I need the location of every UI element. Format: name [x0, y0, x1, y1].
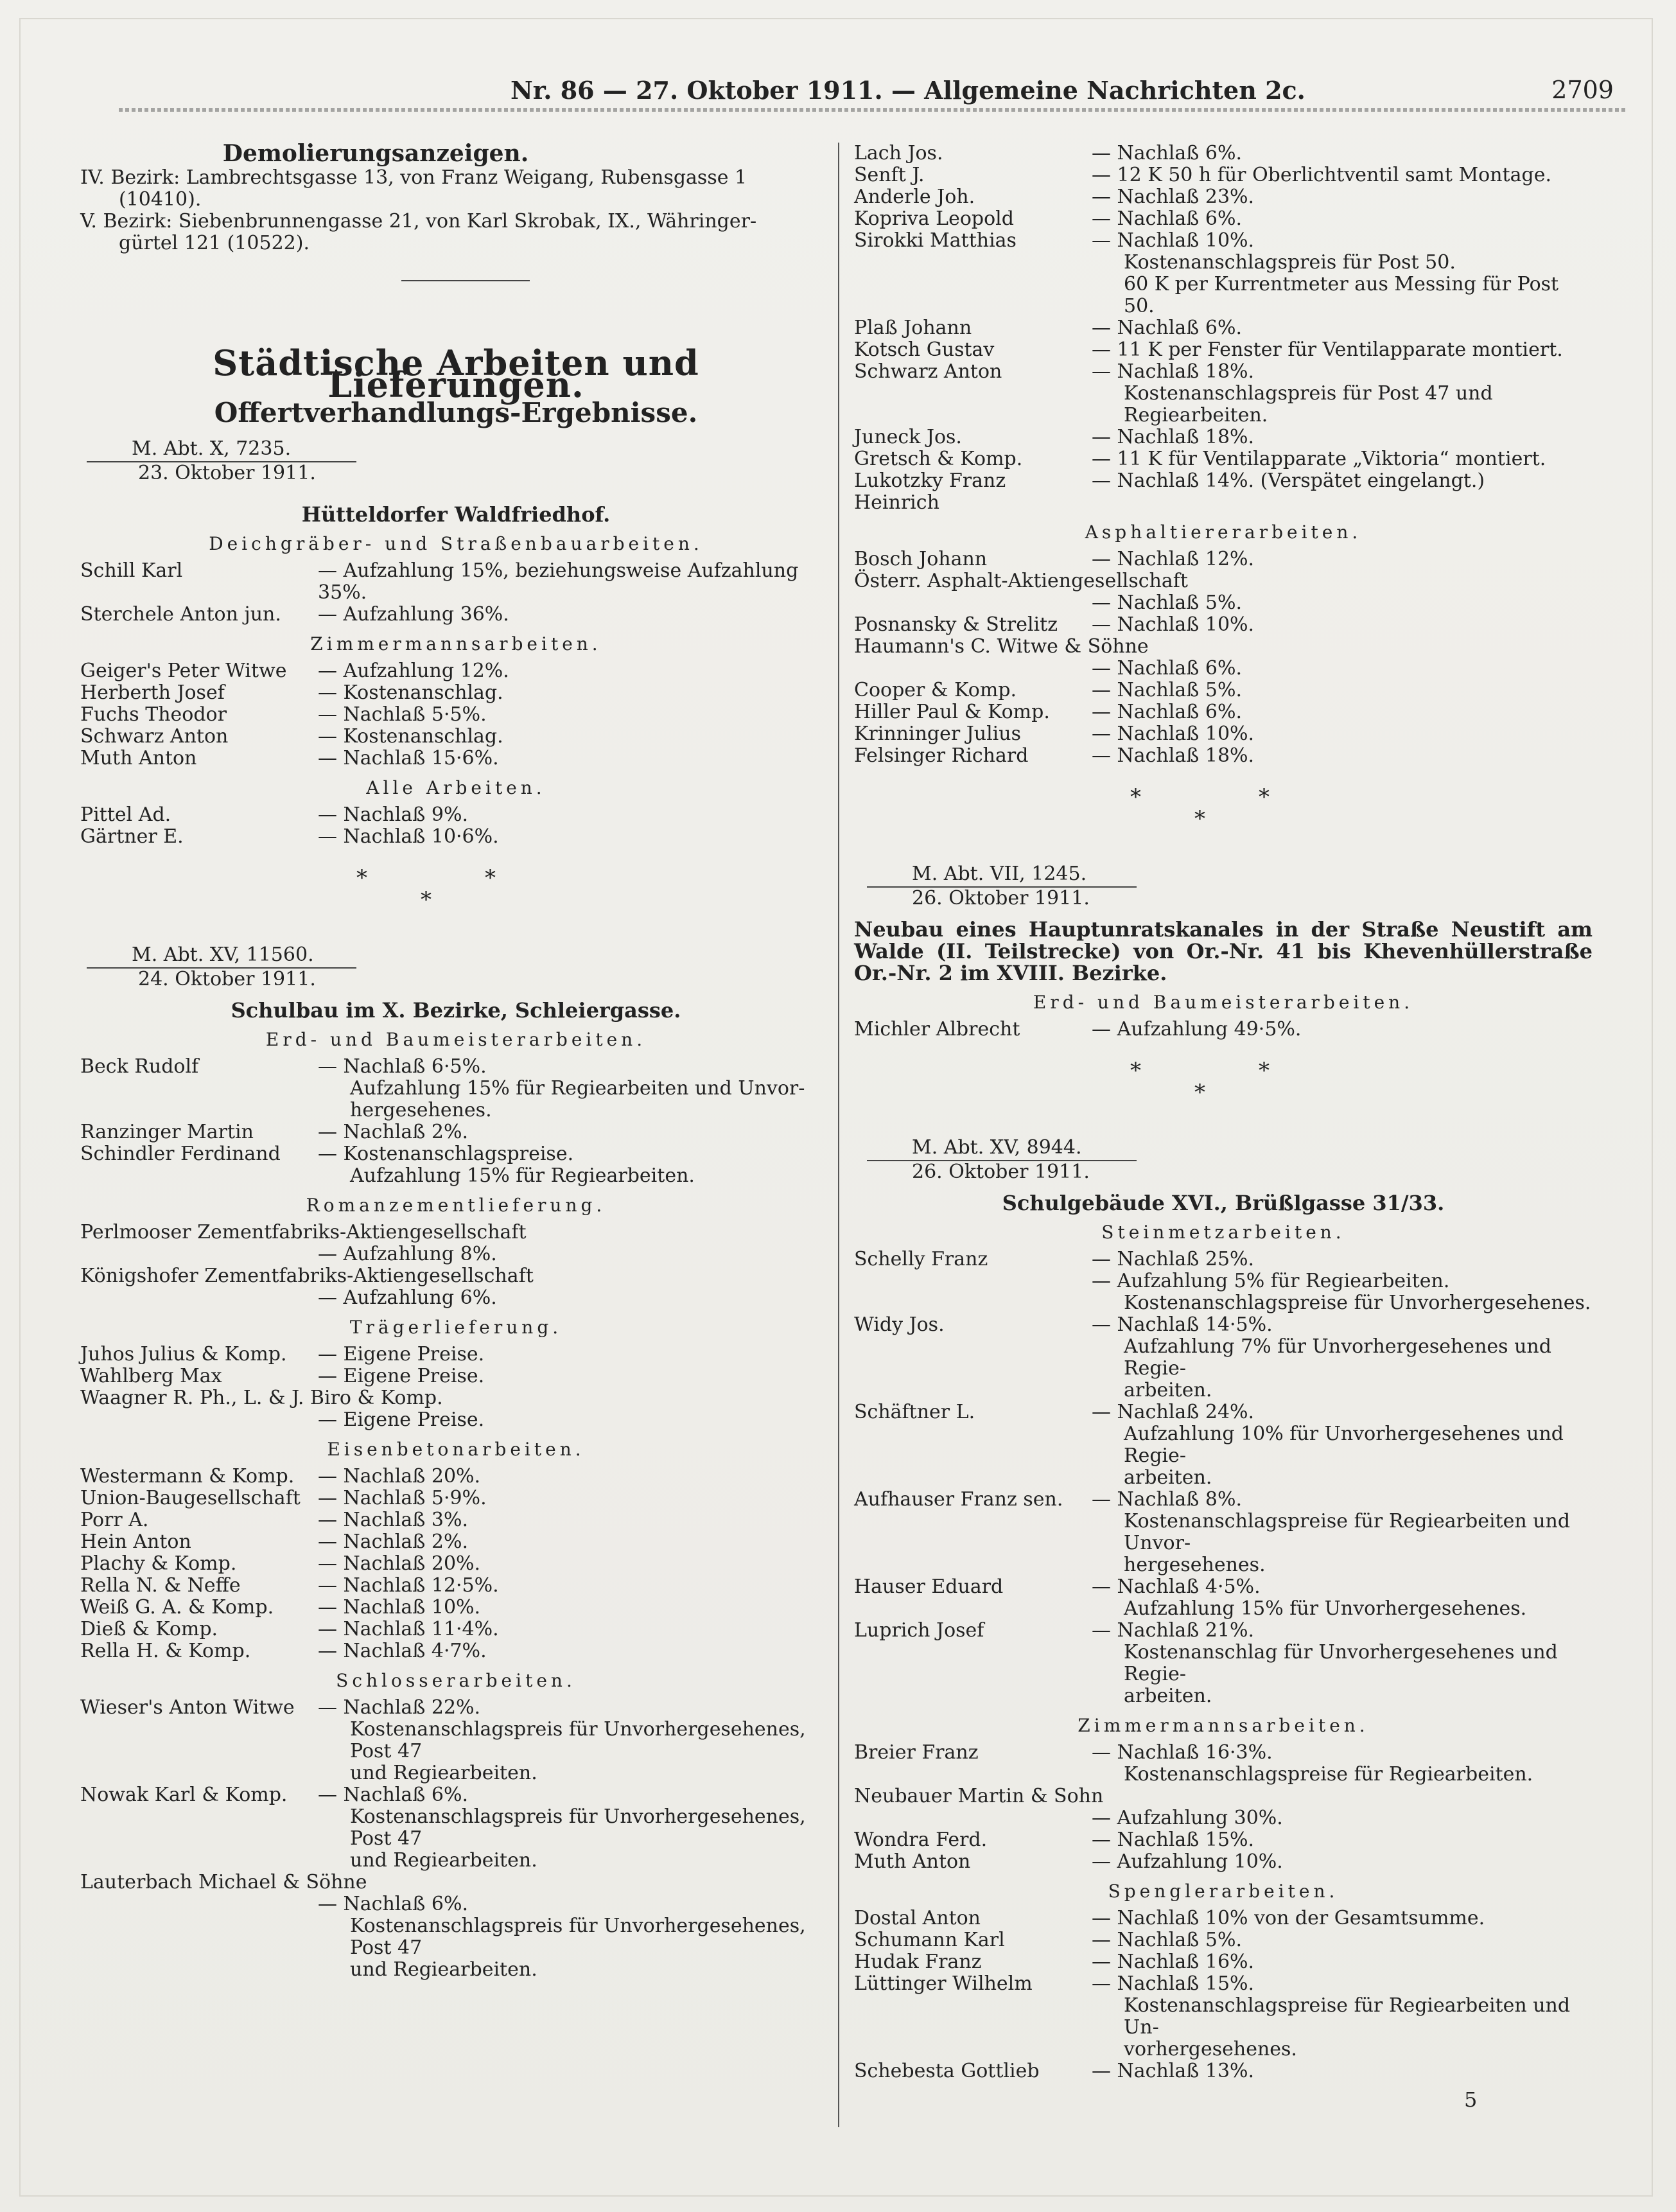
bidder-name: Gärtner E.: [80, 825, 184, 848]
bid-result: — Nachlaß 12%.: [1092, 548, 1255, 570]
bid-result: — Nachlaß 6%.: [1092, 317, 1242, 339]
date: 24. Oktober 1911.: [138, 968, 316, 990]
list-item: [80, 1597, 832, 1619]
bid-note: und Regiearbeiten.: [350, 1762, 537, 1784]
bid-note: Aufzahlung 15% für Regiearbeiten.: [350, 1164, 695, 1187]
section-separator-asterisks: * * *: [1130, 1058, 1270, 1105]
bidder-name: Schebesta Gottlieb: [854, 2060, 1040, 2082]
bidder-name: Muth Anton: [854, 1850, 971, 1873]
reference-number: M. Abt. VII, 1245.: [912, 863, 1087, 885]
list-item: [854, 2060, 1593, 2082]
bid-result: — Nachlaß 6%.: [318, 1893, 468, 1915]
trade-heading: Schlosserarbeiten.: [336, 1670, 576, 1691]
right-column: [854, 143, 1593, 2082]
list-item: [854, 1314, 1593, 1336]
bid-result: — Aufzahlung 12%.: [318, 660, 509, 682]
project-title: Neubau eines Hauptunratskanales in der Straße Neustift am Walde (II. Teilstrecke) von Or.-Nr. 41 bis Khevenhüllerstraße Or.-Nr. 2 im XVIII. Bezirke.: [854, 917, 1593, 985]
trade-heading: Steinmetzarbeiten.: [1101, 1222, 1345, 1243]
bid-result: — Kostenanschlag.: [318, 725, 503, 748]
bidder-name: Beck Rudolf: [80, 1055, 199, 1078]
list-item: [80, 1619, 832, 1640]
list-item: [80, 1121, 832, 1143]
list-item: [80, 1344, 832, 1365]
list-item: [854, 426, 1593, 448]
bidder-name: Luprich Josef: [854, 1619, 984, 1642]
section-separator-asterisks: * * *: [356, 865, 496, 913]
list-item: [80, 660, 832, 682]
bid-note: Kostenanschlagspreis für Unvorhergesehenes, Post 47: [350, 1915, 806, 1959]
list-item: [80, 1143, 832, 1165]
list-item: [854, 1576, 1593, 1598]
bid-result: — Nachlaß 10%.: [318, 1596, 481, 1619]
bid-result: — Nachlaß 18%.: [1092, 744, 1255, 767]
bid-result: — Kostenanschlag.: [318, 681, 503, 704]
bidder-name: Hauser Eduard: [854, 1576, 1004, 1598]
bid-result: — Nachlaß 5%.: [1092, 1929, 1242, 1951]
bidder-name: Hiller Paul & Komp.: [854, 701, 1050, 723]
bid-note: Kostenanschlagspreis für Unvorhergesehenes, Post 47: [350, 1805, 806, 1850]
list-item: [80, 560, 832, 604]
bid-result: — Nachlaß 10%.: [1092, 613, 1255, 636]
list-item: [854, 1742, 1593, 1764]
bidder-name: Widy Jos.: [854, 1313, 945, 1336]
bidder-name: Hudak Franz: [854, 1951, 982, 1973]
list-item: [80, 1509, 832, 1531]
trade-heading: Deichgräber- und Straßenbauarbeiten.: [209, 533, 703, 554]
list-item: [854, 1851, 1593, 1873]
bidder-name: Posnansky & Strelitz: [854, 613, 1058, 636]
bid-result: — Nachlaß 25%.: [1092, 1248, 1255, 1270]
list-item: [80, 1784, 832, 1806]
bid-result: — Nachlaß 3%.: [318, 1509, 468, 1531]
bid-result: — Nachlaß 15·6%.: [318, 747, 499, 769]
bid-result: — Nachlaß 5%.: [1092, 679, 1242, 701]
bid-result: — Nachlaß 6·5%.: [318, 1055, 487, 1078]
bidder-name: Wieser's Anton Witwe: [80, 1696, 295, 1719]
bid-note: Kostenanschlagspreise für Unvorhergesehenes.: [1124, 1292, 1591, 1314]
trade-heading: Romanzementlieferung.: [306, 1195, 606, 1216]
demolition-heading: Demolierungsanzeigen.: [222, 140, 529, 167]
dem-line: gürtel 121 (10522).: [119, 232, 310, 254]
bid-note: arbeiten.: [1124, 1379, 1212, 1401]
dem-line: V. Bezirk: Siebenbrunnengasse 21, von Karl Skrobak, IX., Währinger-: [80, 210, 757, 233]
bid-result: — Nachlaß 2%.: [318, 1531, 468, 1553]
bidder-name: Schäftner L.: [854, 1401, 975, 1423]
bid-result: — Nachlaß 4·5%.: [1092, 1576, 1261, 1598]
bidder-name: Österr. Asphalt-Aktiengesellschaft: [854, 570, 1188, 592]
bid-result: — Nachlaß 14·5%.: [1092, 1313, 1273, 1336]
list-item: [80, 682, 832, 704]
bid-result: — Nachlaß 13%.: [1092, 2060, 1255, 2082]
bidder-name: Cooper & Komp.: [854, 679, 1017, 701]
bidder-name: Schelly Franz: [854, 1248, 988, 1270]
bidder-name: Anderle Joh.: [854, 186, 975, 208]
list-item: [854, 470, 1593, 514]
bid-note: arbeiten.: [1124, 1685, 1212, 1707]
list-item: [854, 614, 1593, 636]
bidder-name: Hein Anton: [80, 1531, 191, 1553]
bidder-name: Plachy & Komp.: [80, 1552, 237, 1575]
bidder-name: Weiß G. A. & Komp.: [80, 1596, 274, 1619]
list-item: [80, 1697, 832, 1719]
bid-result: — Nachlaß 20%.: [318, 1465, 481, 1488]
bid-result: — Nachlaß 8%.: [1092, 1488, 1242, 1511]
bidder-name: Fuchs Theodor: [80, 703, 227, 726]
bidder-name: Nowak Karl & Komp.: [80, 1784, 288, 1806]
bid-result: — Nachlaß 12·5%.: [318, 1574, 499, 1597]
list-item: [854, 1951, 1593, 1973]
trade-heading: Asphaltiererarbeiten.: [1085, 522, 1362, 543]
bidder-name: Aufhauser Franz sen.: [854, 1488, 1063, 1511]
bid-result: — 12 K 50 h für Oberlichtventil samt Montage.: [1092, 164, 1551, 186]
bid-note: Kostenanschlagspreise für Regiearbeiten und Un-: [1124, 1994, 1571, 2039]
list-item: [854, 448, 1593, 470]
dem-line: IV. Bezirk: Lambrechtsgasse 13, von Franz Weigang, Rubensgasse 1: [80, 166, 747, 189]
list-item: [854, 186, 1593, 208]
bid-result: — Nachlaß 5·9%.: [318, 1487, 487, 1509]
list-item: [80, 704, 832, 726]
list-item: [854, 680, 1593, 701]
project-title: Schulbau im X. Bezirke, Schleiergasse.: [231, 998, 681, 1023]
bid-result: — 11 K für Ventilapparate „Viktoria“ montiert.: [1092, 448, 1546, 470]
bid-note: hergesehenes.: [350, 1099, 492, 1121]
list-item: [854, 1829, 1593, 1851]
bidder-name: Rella N. & Neffe: [80, 1574, 241, 1597]
bid-result: — Nachlaß 10%.: [1092, 229, 1255, 252]
bid-note: 60 K per Kurrentmeter aus Messing für Post 50.: [1124, 273, 1559, 317]
dem-entry: [80, 211, 832, 254]
bid-note: Aufzahlung 15% für Regiearbeiten und Unvor-: [350, 1077, 805, 1100]
header-rule: [119, 108, 1628, 112]
project-title: Hütteldorfer Waldfriedhof.: [301, 502, 611, 527]
trade-heading: Alle Arbeiten.: [366, 777, 546, 798]
bid-result: — Nachlaß 18%.: [1092, 360, 1255, 383]
list-item: [854, 1620, 1593, 1642]
list-item: [80, 826, 832, 848]
bid-result: — 11 K per Fenster für Ventilapparate montiert.: [1092, 338, 1563, 361]
bidder-name: Ranzinger Martin: [80, 1121, 254, 1143]
bidder-name: Lauterbach Michael & Söhne: [80, 1871, 367, 1893]
bid-result: — Kostenanschlagspreise.: [318, 1143, 574, 1165]
list-item: [80, 1640, 832, 1662]
list-item: [80, 804, 832, 826]
bid-result: — Aufzahlung 36%.: [318, 603, 509, 626]
trade-heading: Zimmermannsarbeiten.: [1078, 1715, 1369, 1736]
list-item: [80, 1466, 832, 1488]
bidder-name: Senft J.: [854, 164, 925, 186]
list-item: [854, 549, 1593, 570]
bid-result: — Nachlaß 6%.: [1092, 657, 1242, 680]
section-divider: [401, 280, 530, 281]
bid-result: — Aufzahlung 49·5%.: [1092, 1018, 1302, 1040]
list-item: [854, 701, 1593, 723]
bid-result: — Nachlaß 6%.: [1092, 207, 1242, 230]
bid-result: — Aufzahlung 10%.: [1092, 1850, 1283, 1873]
bidder-name: Muth Anton: [80, 747, 197, 769]
reference-number: M. Abt. XV, 11560.: [132, 944, 314, 966]
bidder-name: Michler Albrecht: [854, 1018, 1020, 1040]
bidder-name: Dieß & Komp.: [80, 1618, 218, 1640]
bid-note: — Aufzahlung 5% für Regiearbeiten.: [1092, 1270, 1450, 1292]
trade-heading: Erd- und Baumeisterarbeiten.: [1033, 992, 1414, 1013]
list-item: [854, 339, 1593, 361]
bidder-name: Porr A.: [80, 1509, 149, 1531]
bid-result: — Nachlaß 24%.: [1092, 1401, 1255, 1423]
bid-result: — Nachlaß 6%.: [1092, 701, 1242, 723]
header-title: Nr. 86 — 27. Oktober 1911. — Allgemeine Nachrichten 2c.: [511, 76, 1305, 105]
bidder-name: Plaß Johann: [854, 317, 972, 339]
bidder-name: Dostal Anton: [854, 1907, 981, 1929]
bidder-name: Neubauer Martin & Sohn: [854, 1785, 1104, 1807]
bidder-name: Königshofer Zementfabriks-Aktiengesellschaft: [80, 1265, 534, 1287]
bid-note: Kostenanschlagspreis für Post 47 und Regiearbeiten.: [1124, 382, 1493, 426]
left-column: [80, 140, 832, 1981]
list-item: [854, 723, 1593, 745]
bid-note: vorhergesehenes.: [1124, 2038, 1297, 2060]
bidder-name: Waagner R. Ph., L. & J. Biro & Komp.: [80, 1387, 443, 1409]
list-item: [854, 745, 1593, 767]
list-item: [854, 1929, 1593, 1951]
bid-result: — Nachlaß 6%.: [1092, 142, 1242, 164]
bidder-name: Sirokki Matthias: [854, 229, 1017, 252]
bid-result: — Nachlaß 22%.: [318, 1696, 481, 1719]
signature-number: 5: [1464, 2087, 1478, 2112]
bid-note: Kostenanschlagspreise für Regiearbeiten.: [1124, 1763, 1533, 1786]
reference-number: M. Abt. XV, 8944.: [912, 1136, 1082, 1159]
bid-result: — Nachlaß 14%. (Verspätet eingelangt.): [1092, 470, 1485, 492]
trade-heading: Trägerlieferung.: [349, 1317, 563, 1338]
bid-result: — Nachlaß 6%.: [318, 1784, 468, 1806]
bidder-name: Breier Franz: [854, 1741, 979, 1764]
list-item: [80, 1553, 832, 1575]
page-number: 2709: [1551, 76, 1614, 104]
list-item: [80, 726, 832, 748]
dem-line: (10410).: [119, 188, 202, 211]
bid-result: — Nachlaß 23%.: [1092, 186, 1255, 208]
bid-note: Kostenanschlagspreis für Post 50.: [1124, 251, 1456, 274]
trade-heading: Zimmermannsarbeiten.: [310, 633, 602, 654]
bid-result: — Nachlaß 15%.: [1092, 1972, 1255, 1995]
bidder-name: Bosch Johann: [854, 548, 988, 570]
list-item: [80, 1365, 832, 1387]
bid-result: — Nachlaß 5%.: [1092, 592, 1242, 614]
bidder-name: Lukotzky Franz Heinrich: [854, 470, 1006, 514]
trade-heading: Erd- und Baumeisterarbeiten.: [265, 1029, 647, 1050]
bid-result: — Eigene Preise.: [318, 1409, 485, 1431]
dem-entry: [80, 167, 832, 211]
list-item: [854, 1489, 1593, 1511]
bidder-name: Schumann Karl: [854, 1929, 1005, 1951]
bidder-name: Gretsch & Komp.: [854, 448, 1023, 470]
bidder-name: Schwarz Anton: [854, 360, 1002, 383]
list-item: [80, 1056, 832, 1078]
bid-result: — Nachlaß 2%.: [318, 1121, 468, 1143]
list-item: [854, 1973, 1593, 1995]
bid-note: Aufzahlung 10% für Unvorhergesehenes und Regie-: [1124, 1423, 1564, 1467]
bid-note: Kostenanschlagspreis für Unvorhergesehenes, Post 47: [350, 1718, 806, 1762]
bid-result: — Nachlaß 21%.: [1092, 1619, 1255, 1642]
bid-result: — Nachlaß 18%.: [1092, 426, 1255, 448]
section-title: Städtische Arbeiten und Lieferungen.: [213, 342, 699, 405]
date: 23. Oktober 1911.: [138, 462, 316, 484]
bidder-name: Wahlberg Max: [80, 1365, 222, 1387]
list-item: [854, 1908, 1593, 1929]
list-item: [854, 361, 1593, 383]
list-item: [854, 317, 1593, 339]
bid-note: Aufzahlung 15% für Unvorhergesehenes.: [1124, 1597, 1527, 1620]
project-title: Schulgebäude XVI., Brüßlgasse 31/33.: [1002, 1191, 1445, 1215]
list-item: [80, 604, 832, 626]
column-divider: [838, 143, 839, 2127]
bidder-name: Krinninger Julius: [854, 723, 1021, 745]
list-item: [854, 143, 1593, 164]
list-item: [854, 164, 1593, 186]
bid-result: — Nachlaß 9%.: [318, 803, 468, 826]
bidder-name: Lach Jos.: [854, 142, 943, 164]
bidder-name: Pittel Ad.: [80, 803, 171, 826]
bidder-name: Perlmooser Zementfabriks-Aktiengesellschaft: [80, 1221, 527, 1243]
bidder-name: Juhos Julius & Komp.: [80, 1343, 287, 1365]
date: 26. Oktober 1911.: [912, 1161, 1090, 1183]
bid-result: — Nachlaß 5·5%.: [318, 703, 487, 726]
bidder-name: Juneck Jos.: [854, 426, 962, 448]
bid-note: Kostenanschlagspreise für Regiearbeiten und Unvor-: [1124, 1510, 1571, 1554]
list-item: [854, 230, 1593, 252]
reference-number: M. Abt. X, 7235.: [132, 437, 292, 460]
list-item: [80, 1488, 832, 1509]
running-header: [119, 76, 1614, 108]
bidder-name: Rella H. & Komp.: [80, 1640, 251, 1662]
trade-heading: Spenglerarbeiten.: [1108, 1881, 1339, 1902]
trade-heading: Eisenbetonarbeiten.: [327, 1439, 585, 1460]
bidder-name: Union-Baugesellschaft: [80, 1487, 301, 1509]
bid-result: — Aufzahlung 6%.: [318, 1286, 497, 1309]
bidder-name: Lüttinger Wilhelm: [854, 1972, 1033, 1995]
bid-result: — Nachlaß 16·3%.: [1092, 1741, 1273, 1764]
bid-result: — Nachlaß 16%.: [1092, 1951, 1255, 1973]
bid-note: arbeiten.: [1124, 1466, 1212, 1489]
list-item: [80, 1531, 832, 1553]
bid-result: — Eigene Preise.: [318, 1343, 485, 1365]
bidder-name: Westermann & Komp.: [80, 1465, 295, 1488]
bidder-name: Felsinger Richard: [854, 744, 1029, 767]
bidder-name: Kopriva Leopold: [854, 207, 1014, 230]
bidder-name: Schwarz Anton: [80, 725, 229, 748]
bid-result: — Nachlaß 20%.: [318, 1552, 481, 1575]
bid-note: und Regiearbeiten.: [350, 1958, 537, 1981]
bid-result: — Aufzahlung 8%.: [318, 1243, 497, 1265]
bid-result: — Eigene Preise.: [318, 1365, 485, 1387]
bidder-name: Wondra Ferd.: [854, 1829, 988, 1851]
bid-note: Kostenanschlag für Unvorhergesehenes und Regie-: [1124, 1641, 1558, 1685]
list-item: [854, 1019, 1593, 1040]
bid-result: — Nachlaß 15%.: [1092, 1829, 1255, 1851]
section-separator-asterisks: * * *: [1130, 784, 1270, 832]
bid-result: — Nachlaß 11·4%.: [318, 1618, 499, 1640]
bidder-name: Schill Karl: [80, 559, 183, 582]
list-item: [80, 748, 832, 769]
bidder-name: Schindler Ferdinand: [80, 1143, 281, 1165]
date: 26. Oktober 1911.: [912, 887, 1090, 909]
bidder-name: Haumann's C. Witwe & Söhne: [854, 635, 1149, 658]
bid-result: — Aufzahlung 15%, beziehungsweise Aufzahlung 35%.: [318, 559, 799, 604]
bid-note: und Regiearbeiten.: [350, 1849, 537, 1872]
bid-note: hergesehenes.: [1124, 1554, 1266, 1576]
bid-note: Aufzahlung 7% für Unvorhergesehenes und Regie-: [1124, 1335, 1551, 1380]
list-item: [80, 1575, 832, 1597]
section-subtitle: Offertverhandlungs-Ergebnisse.: [214, 397, 698, 428]
bidder-name: Sterchele Anton jun.: [80, 603, 281, 626]
bid-result: — Nachlaß 10·6%.: [318, 825, 499, 848]
bid-result: — Nachlaß 10%.: [1092, 723, 1255, 745]
bidder-name: Herberth Josef: [80, 681, 225, 704]
list-item: [854, 1401, 1593, 1423]
list-item: [854, 208, 1593, 230]
bid-result: — Aufzahlung 30%.: [1092, 1807, 1283, 1829]
bidder-name: Geiger's Peter Witwe: [80, 660, 287, 682]
bid-result: — Nachlaß 10% von der Gesamtsumme.: [1092, 1907, 1485, 1929]
bidder-name: Kotsch Gustav: [854, 338, 995, 361]
list-item: [854, 1249, 1593, 1270]
bid-result: — Nachlaß 4·7%.: [318, 1640, 487, 1662]
